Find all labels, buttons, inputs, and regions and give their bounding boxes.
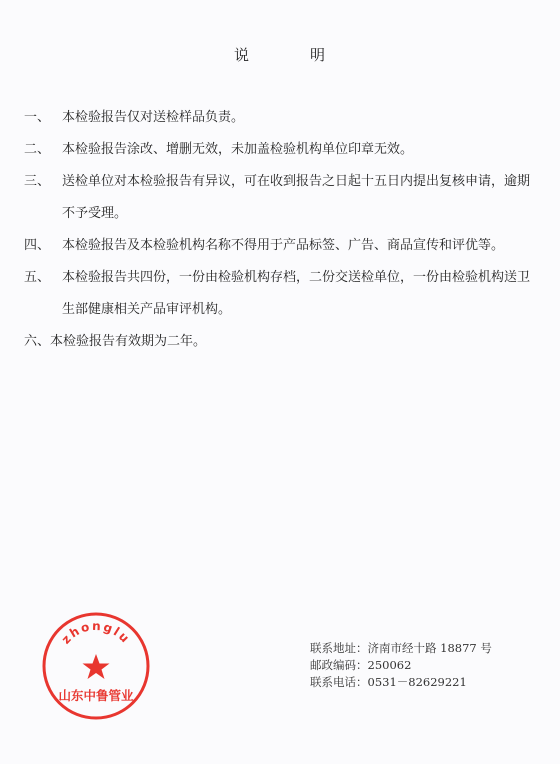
item-text: 本检验报告共四份，一份由检验机构存档，二份交送检单位，一份由检验机构送卫生部健康相关产品审评机构。 (62, 270, 531, 317)
star-icon (83, 654, 110, 679)
item-text: 送检单位对本检验报告有异议，可在收到报告之日起十五日内提出复核申请，逾期不予受理。 (62, 174, 531, 221)
title-char-2: 明 (310, 46, 327, 64)
seal-top-text: zhonglu (58, 618, 134, 647)
notice-list (24, 102, 530, 358)
address-label: 联系地址： (310, 641, 368, 655)
list-item (24, 102, 530, 134)
list-item (24, 230, 530, 262)
seal-bottom-text: 山东中鲁管业 (58, 688, 134, 703)
address-value: 济南市经十路 18877 号 (367, 641, 492, 655)
postcode-row (310, 657, 492, 674)
list-item (24, 262, 530, 326)
item-number: 一、 (24, 110, 51, 125)
list-item (24, 134, 530, 166)
company-seal (40, 610, 152, 722)
item-number: 二、 (24, 142, 51, 157)
contact-info (310, 640, 492, 691)
item-text: 本检验报告仅对送检样品负责。 (62, 110, 245, 125)
list-item (24, 166, 530, 230)
phone-value: 0531－82629221 (367, 675, 467, 689)
postcode-label: 邮政编码： (310, 658, 368, 672)
page-title (0, 44, 560, 65)
postcode-value: 250062 (367, 658, 412, 672)
item-text: 本检验报告及本检验机构名称不得用于产品标签、广告、商品宣传和评优等。 (62, 238, 505, 253)
item-number: 三、 (24, 174, 51, 189)
title-char-1: 说 (233, 46, 250, 64)
item-number: 四、 (24, 238, 51, 253)
address-row (310, 640, 492, 657)
list-item-6: 六、本检验报告有效期为二年。 (24, 334, 207, 349)
phone-label: 联系电话： (310, 675, 368, 689)
item-text: 本检验报告涂改、增删无效，未加盖检验机构单位印章无效。 (62, 142, 414, 157)
phone-row (310, 674, 492, 691)
item-number: 五、 (24, 270, 51, 285)
